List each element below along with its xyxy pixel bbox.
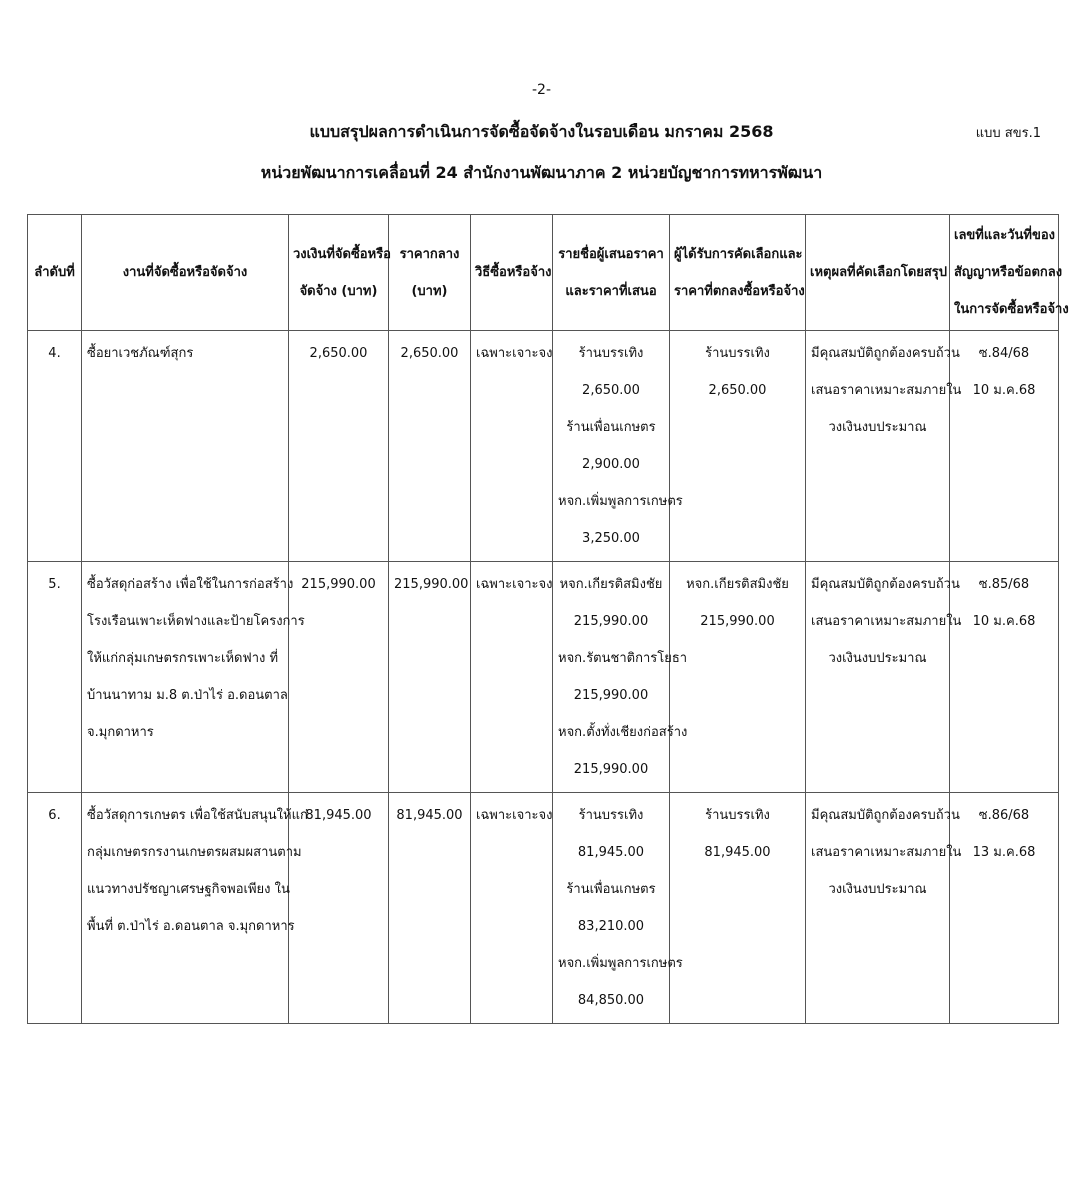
row-reason: มีคุณสมบัติถูกต้องครบถ้วน เสนอราคาเหมาะสมภายใน วงเงินงบประมาณ xyxy=(806,793,950,1024)
row-bidders: ร้านบรรเทิง 2,650.00 ร้านเพื่อนเกษตร 2,900.00 หจก.เพิ่มพูลการเกษตร 3,250.00 xyxy=(553,331,670,562)
row-bidders: ร้านบรรเทิง 81,945.00 ร้านเพื่อนเกษตร 83,210.00 หจก.เพิ่มพูลการเกษตร 84,850.00 xyxy=(553,793,670,1024)
row-median-price: 215,990.00 xyxy=(389,562,471,793)
row-no: 4. xyxy=(28,331,82,562)
row-reason: มีคุณสมบัติถูกต้องครบถ้วน เสนอราคาเหมาะสมภายใน วงเงินงบประมาณ xyxy=(806,331,950,562)
row-budget: 215,990.00 xyxy=(289,562,389,793)
row-budget: 2,650.00 xyxy=(289,331,389,562)
form-code: แบบ สขร.1 xyxy=(975,126,1041,141)
table-header-row xyxy=(28,215,1059,331)
header-budget: วงเงินที่จัดซื้อหรือ จัดจ้าง (บาท) xyxy=(289,215,389,331)
table-row xyxy=(28,793,1059,1024)
row-work: ซื้อยาเวชภัณฑ์สุกร xyxy=(82,331,289,562)
row-work: ซื้อวัสดุก่อสร้าง เพื่อใช้ในการก่อสร้าง โรงเรือนเพาะเห็ดฟางและป้ายโครงการ ให้แก่กลุ่มเกษตรกรเพาะเห็ดฟาง ที่ บ้านนาทาม ม.8 ต.ป่าไร่ อ.ดอนตาล จ.มุกดาหาร xyxy=(82,562,289,793)
header-contract: เลขที่และวันที่ของ สัญญาหรือข้อตกลง ในการจัดซื้อหรือจ้าง xyxy=(950,215,1059,331)
row-work: ซื้อวัสดุการเกษตร เพื่อใช้สนับสนุนให้แก่ กลุ่มเกษตรกรงานเกษตรผสมผสานตาม แนวทางปรัชญาเศรษฐกิจพอเพียง ใน พื้นที่ ต.ป่าไร่ อ.ดอนตาล จ.มุกดาหาร xyxy=(82,793,289,1024)
row-selected: ร้านบรรเทิง 2,650.00 xyxy=(670,331,806,562)
row-no: 5. xyxy=(28,562,82,793)
row-budget: 81,945.00 xyxy=(289,793,389,1024)
row-contract: ซ.84/68 10 ม.ค.68 xyxy=(950,331,1059,562)
report-title: แบบสรุปผลการดำเนินการจัดซื้อจัดจ้างในรอบเดือน มกราคม 2568 xyxy=(309,122,774,141)
row-contract: ซ.85/68 10 ม.ค.68 xyxy=(950,562,1059,793)
row-contract: ซ.86/68 13 ม.ค.68 xyxy=(950,793,1059,1024)
row-median-price: 81,945.00 xyxy=(389,793,471,1024)
header-reason: เหตุผลที่คัดเลือกโดยสรุป xyxy=(806,215,950,331)
header-no: ลำดับที่ xyxy=(28,215,82,331)
header-selected: ผู้ได้รับการคัดเลือกและ ราคาที่ตกลงซื้อหรือจ้าง xyxy=(670,215,806,331)
row-reason: มีคุณสมบัติถูกต้องครบถ้วน เสนอราคาเหมาะสมภายใน วงเงินงบประมาณ xyxy=(806,562,950,793)
header-work: งานที่จัดซื้อหรือจัดจ้าง xyxy=(82,215,289,331)
row-method: เฉพาะเจาะจง xyxy=(471,331,553,562)
row-method: เฉพาะเจาะจง xyxy=(471,793,553,1024)
row-selected: หจก.เกียรติสมิงชัย 215,990.00 xyxy=(670,562,806,793)
row-median-price: 2,650.00 xyxy=(389,331,471,562)
row-bidders: หจก.เกียรติสมิงชัย 215,990.00 หจก.รัตนชาติการโยธา 215,990.00 หจก.ตั้งทั่งเชียงก่อสร้าง 215,990.00 xyxy=(553,562,670,793)
row-method: เฉพาะเจาะจง xyxy=(471,562,553,793)
table-row xyxy=(28,331,1059,562)
page-number: -2- xyxy=(531,82,551,98)
row-selected: ร้านบรรเทิง 81,945.00 xyxy=(670,793,806,1024)
header-bidders: รายชื่อผู้เสนอราคา และราคาที่เสนอ xyxy=(553,215,670,331)
report-subtitle: หน่วยพัฒนาการเคลื่อนที่ 24 สำนักงานพัฒนาภาค 2 หน่วยบัญชาการทหารพัฒนา xyxy=(260,163,823,182)
row-no: 6. xyxy=(28,793,82,1024)
header-median-price: ราคากลาง (บาท) xyxy=(389,215,471,331)
table-row xyxy=(28,562,1059,793)
procurement-table xyxy=(27,214,1069,1024)
header-method: วิธีซื้อหรือจ้าง xyxy=(471,215,553,331)
